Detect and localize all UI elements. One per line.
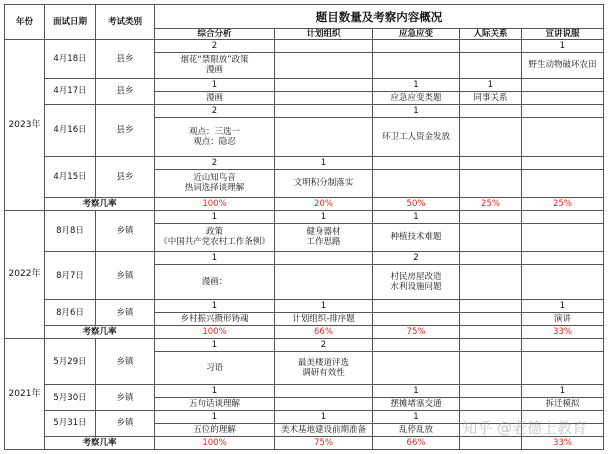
date-cell: 8月6日 [45,300,96,326]
exam-summary-table [4,4,604,450]
exam-type-cell: 乡镇 [96,210,155,251]
rate-cell: 100% [155,436,275,449]
count-cell [460,251,522,264]
date-cell: 5月29日 [45,339,96,385]
date-cell: 8月7日 [45,251,96,299]
content-cell: 应急应变类题 [373,91,460,104]
count-cell: 1 [155,300,275,313]
count-cell: 2 [155,40,275,53]
rate-cell: 75% [275,436,373,449]
table-row [5,300,604,313]
rate-cell: 25% [522,197,604,210]
rate-cell: 50% [373,197,460,210]
rate-cell: 75% [373,326,460,339]
rate-row [5,326,604,339]
count-cell: 2 [275,339,373,352]
watermark: 知乎 @老德上教育 [462,419,587,437]
count-cell [460,410,522,423]
count-cell [275,385,373,398]
count-cell [460,40,522,53]
count-cell [522,210,604,223]
content-cell: 五句话谈理解 [155,398,275,411]
rate-cell: 33% [522,326,604,339]
content-cell [460,169,522,197]
date-cell: 5月31日 [45,410,96,436]
content-cell: 最美楼道评选 调研有效性 [275,352,373,385]
header-year: 年份 [5,5,45,40]
count-cell [460,385,522,398]
content-cell [460,52,522,78]
rate-cell: 100% [155,326,275,339]
count-cell: 1 [275,300,373,313]
content-cell [522,352,604,385]
header-category: 综合分析 [155,29,275,40]
count-cell: 2 [155,156,275,169]
content-cell: 乡村振兴攒形铸魂 [155,313,275,326]
count-cell: 1 [522,40,604,53]
content-cell: 环卫工人资金发放 [373,117,460,156]
header-exam-type: 考试类别 [96,5,155,40]
count-cell: 1 [155,78,275,91]
content-cell [275,91,373,104]
count-cell: 1 [522,300,604,313]
count-cell [522,410,604,423]
exam-type-cell: 乡镇 [96,339,155,385]
rate-cell: 33% [522,436,604,449]
count-cell: 1 [373,210,460,223]
count-cell [275,40,373,53]
count-cell: 1 [522,385,604,398]
rate-cell: 25% [460,197,522,210]
count-cell: 1 [155,410,275,423]
content-cell: 乱停乱放 [373,423,460,436]
table-row [5,156,604,169]
rate-cell [460,326,522,339]
exam-type-cell: 县乡 [96,104,155,156]
count-cell [275,251,373,264]
content-cell [460,223,522,251]
count-cell [373,300,460,313]
content-cell: 政策 《中国共产党农村工作条例》 [155,223,275,251]
rate-label: 考察几率 [45,326,155,339]
count-cell [373,339,460,352]
exam-type-cell: 乡镇 [96,300,155,326]
table-row [5,78,604,91]
count-cell [460,156,522,169]
content-cell: 计划组织-排序题 [275,313,373,326]
year-cell: 2023年 [5,40,45,211]
content-cell [460,313,522,326]
count-cell: 1 [275,156,373,169]
count-cell: 1 [460,78,522,91]
content-cell: 野生动物破坏农田 [522,52,604,78]
table-title: 题目数量及考察内容概况 [155,5,604,29]
count-cell: 1 [373,104,460,117]
rate-cell: 66% [373,436,460,449]
count-cell [522,156,604,169]
exam-type-cell: 乡镇 [96,385,155,411]
table-row [5,251,604,264]
count-cell: 1 [275,410,373,423]
count-cell: 1 [155,251,275,264]
date-cell: 4月16日 [45,104,96,156]
content-cell [275,52,373,78]
count-cell: 1 [373,78,460,91]
rate-label: 考察几率 [45,197,155,210]
count-cell: 1 [155,210,275,223]
count-cell [522,78,604,91]
table-row [5,410,604,423]
date-cell: 4月17日 [45,78,96,104]
count-cell [460,104,522,117]
date-cell: 4月15日 [45,156,96,197]
exam-type-cell: 乡镇 [96,410,155,436]
count-cell [373,156,460,169]
content-cell: 观点：三选一 观点：隐忍 [155,117,275,156]
content-cell: 五位的理解 [155,423,275,436]
exam-type-cell: 县乡 [96,78,155,104]
header-category: 人际关系 [460,29,522,40]
content-cell [275,398,373,411]
count-cell [460,210,522,223]
count-cell: 1 [373,385,460,398]
content-cell [460,398,522,411]
year-cell: 2022年 [5,210,45,338]
content-cell [460,423,522,436]
rate-cell [460,436,522,449]
content-cell [373,352,460,385]
content-cell [522,264,604,299]
exam-type-cell: 县乡 [96,40,155,79]
count-cell: 1 [275,210,373,223]
content-cell: 漫画： [155,264,275,299]
rate-label: 考察几率 [45,436,155,449]
count-cell [522,104,604,117]
count-cell: 1 [155,385,275,398]
content-cell [373,313,460,326]
table-row [5,210,604,223]
content-cell [522,117,604,156]
rate-row [5,197,604,210]
content-cell: 村民房屋改造 水利设施问题 [373,264,460,299]
exam-type-cell: 县乡 [96,156,155,197]
header-category: 应急应变 [373,29,460,40]
content-cell: 烟花“禁限放”政策 漫画 [155,52,275,78]
content-cell [522,423,604,436]
count-cell: 1 [373,410,460,423]
content-cell [373,169,460,197]
count-cell: 2 [373,251,460,264]
date-cell: 4月18日 [45,40,96,79]
rate-cell: 100% [155,197,275,210]
count-cell [275,78,373,91]
count-cell [275,104,373,117]
rate-cell: 20% [275,197,373,210]
count-cell [522,339,604,352]
table-row [5,339,604,352]
date-cell: 5月30日 [45,385,96,411]
year-cell: 2021年 [5,339,45,450]
table-row [5,385,604,398]
count-cell: 2 [155,104,275,117]
count-cell [522,251,604,264]
content-cell [275,117,373,156]
content-cell [522,223,604,251]
count-cell [373,40,460,53]
header-date: 面试日期 [45,5,96,40]
content-cell [460,352,522,385]
content-cell [275,264,373,299]
content-cell: 习语 [155,352,275,385]
date-cell: 8月8日 [45,210,96,251]
header-category: 宣讲说服 [522,29,604,40]
count-cell [460,339,522,352]
content-cell [460,117,522,156]
table-row [5,104,604,117]
content-cell [460,264,522,299]
content-cell: 健身器材 工作思路 [275,223,373,251]
content-cell: 同事关系 [460,91,522,104]
count-cell [460,300,522,313]
content-cell: 美术基地建设前期准备 [275,423,373,436]
header-category: 计划组织 [275,29,373,40]
content-cell [522,169,604,197]
content-cell [522,91,604,104]
content-cell: 漫画 [155,91,275,104]
rate-cell: 66% [275,326,373,339]
exam-type-cell: 乡镇 [96,251,155,299]
content-cell: 种植技术难题 [373,223,460,251]
count-cell: 1 [155,339,275,352]
table-row [5,40,604,53]
content-cell [373,52,460,78]
content-cell: 近山知鸟音 热词选择谈理解 [155,169,275,197]
content-cell: 拆迁模拟 [522,398,604,411]
rate-row [5,436,604,449]
content-cell: 演讲 [522,313,604,326]
content-cell: 文明积分制落实 [275,169,373,197]
content-cell: 摆摊堵塞交通 [373,398,460,411]
